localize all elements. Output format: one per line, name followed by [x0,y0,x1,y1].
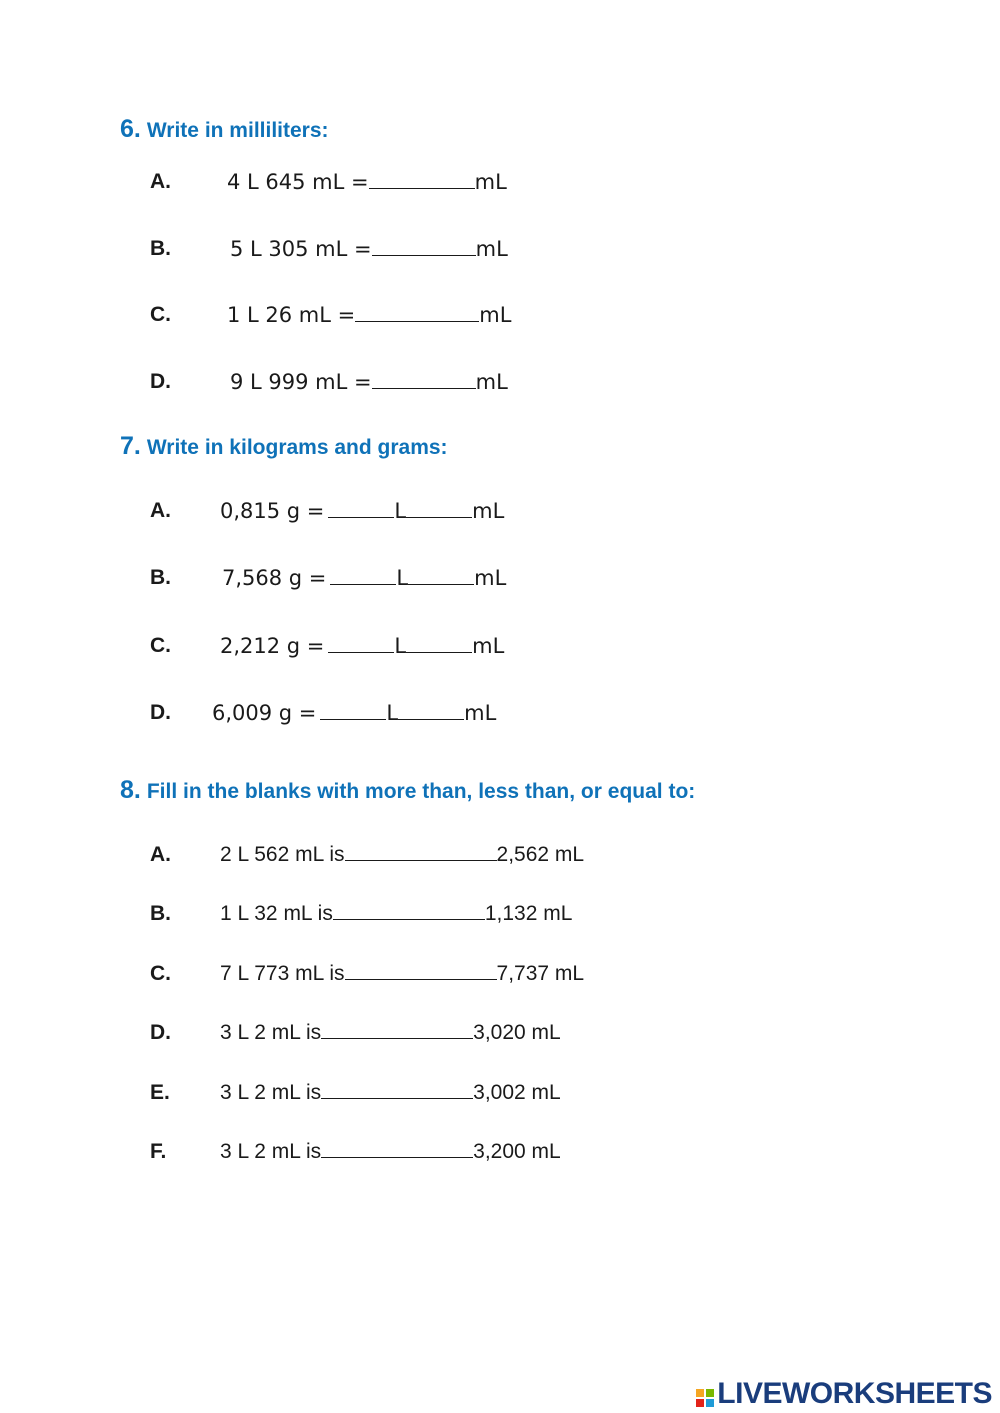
item-letter: C. [150,634,171,657]
item-letter: E. [150,1081,170,1104]
item-right-quantity: 3,020 mL [473,1021,561,1044]
item-unit: mL [472,499,505,523]
item-letter: A. [150,170,171,193]
answer-blank[interactable] [345,978,497,980]
item-unit: mL [475,237,508,261]
answer-blank[interactable] [406,516,472,518]
section-6-heading [120,115,329,144]
answer-blank[interactable] [320,718,386,720]
item-unit: mL [475,370,508,394]
item-left-quantity: 1 L 32 mL is [220,902,333,925]
item-mid-unit: L [396,566,409,590]
logo-blocks-icon [696,1389,714,1407]
item-expression: 1 L 26 mL = [227,303,356,327]
answer-blank[interactable] [398,718,464,720]
item-mid-unit: L [394,634,407,658]
item-expression: 0,815 g = [220,499,325,523]
logo-block [696,1389,704,1397]
section-number: 6. [120,115,141,143]
item-letter: C. [150,303,171,326]
item-mid-unit: L [394,499,407,523]
item-unit: mL [474,566,507,590]
item-letter: C. [150,962,171,985]
item-left-quantity: 3 L 2 mL is [220,1021,322,1044]
answer-blank[interactable] [355,320,479,322]
answer-blank[interactable] [321,1097,473,1099]
section-8-heading [120,776,695,805]
item-right-quantity: 3,200 mL [473,1140,561,1163]
item-left-quantity: 2 L 562 mL is [220,843,345,866]
answer-blank[interactable] [321,1037,473,1039]
item-expression: 4 L 645 mL = [227,170,369,194]
item-unit: mL [472,634,505,658]
item-left-quantity: 3 L 2 mL is [220,1081,322,1104]
section-title: Fill in the blanks with more than, less than, or equal to: [146,780,696,803]
item-letter: D. [150,370,171,393]
answer-blank[interactable] [330,583,396,585]
item-letter: B. [150,237,171,260]
item-left-quantity: 3 L 2 mL is [220,1140,322,1163]
answer-blank[interactable] [328,516,394,518]
item-right-quantity: 3,002 mL [473,1081,561,1104]
item-expression: 5 L 305 mL = [230,237,372,261]
item-letter: D. [150,1021,171,1044]
section-title: Write in milliliters: [146,119,329,142]
item-letter: B. [150,902,171,925]
answer-blank[interactable] [408,583,474,585]
section-number: 8. [120,776,141,804]
item-right-quantity: 2,562 mL [496,843,585,866]
answer-blank[interactable] [345,859,497,861]
answer-blank[interactable] [333,918,485,920]
answer-blank[interactable] [406,651,472,653]
answer-blank[interactable] [321,1156,473,1158]
item-letter: F. [150,1140,167,1163]
item-letter: A. [150,499,171,522]
item-expression: 6,009 g = [212,701,317,725]
logo-block [696,1399,704,1407]
answer-blank[interactable] [372,254,476,256]
logo-block [706,1399,714,1407]
item-right-quantity: 7,737 mL [496,962,585,985]
answer-blank[interactable] [369,187,475,189]
item-unit: mL [479,303,512,327]
item-mid-unit: L [386,701,399,725]
item-left-quantity: 7 L 773 mL is [220,962,345,985]
section-title: Write in kilograms and grams: [146,436,448,459]
logo-text: LIVEWORKSHEETS [717,1377,992,1410]
item-expression: 7,568 g = [222,566,327,590]
liveworksheets-logo[interactable] [696,1377,992,1411]
section-7-heading [120,432,448,461]
logo-block [706,1389,714,1397]
item-letter: A. [150,843,171,866]
item-unit: mL [474,170,507,194]
item-letter: B. [150,566,171,589]
item-letter: D. [150,701,171,724]
item-right-quantity: 1,132 mL [484,902,573,925]
item-expression: 9 L 999 mL = [230,370,372,394]
answer-blank[interactable] [372,387,476,389]
item-unit: mL [464,701,497,725]
answer-blank[interactable] [328,651,394,653]
section-number: 7. [120,432,141,460]
item-expression: 2,212 g = [220,634,325,658]
